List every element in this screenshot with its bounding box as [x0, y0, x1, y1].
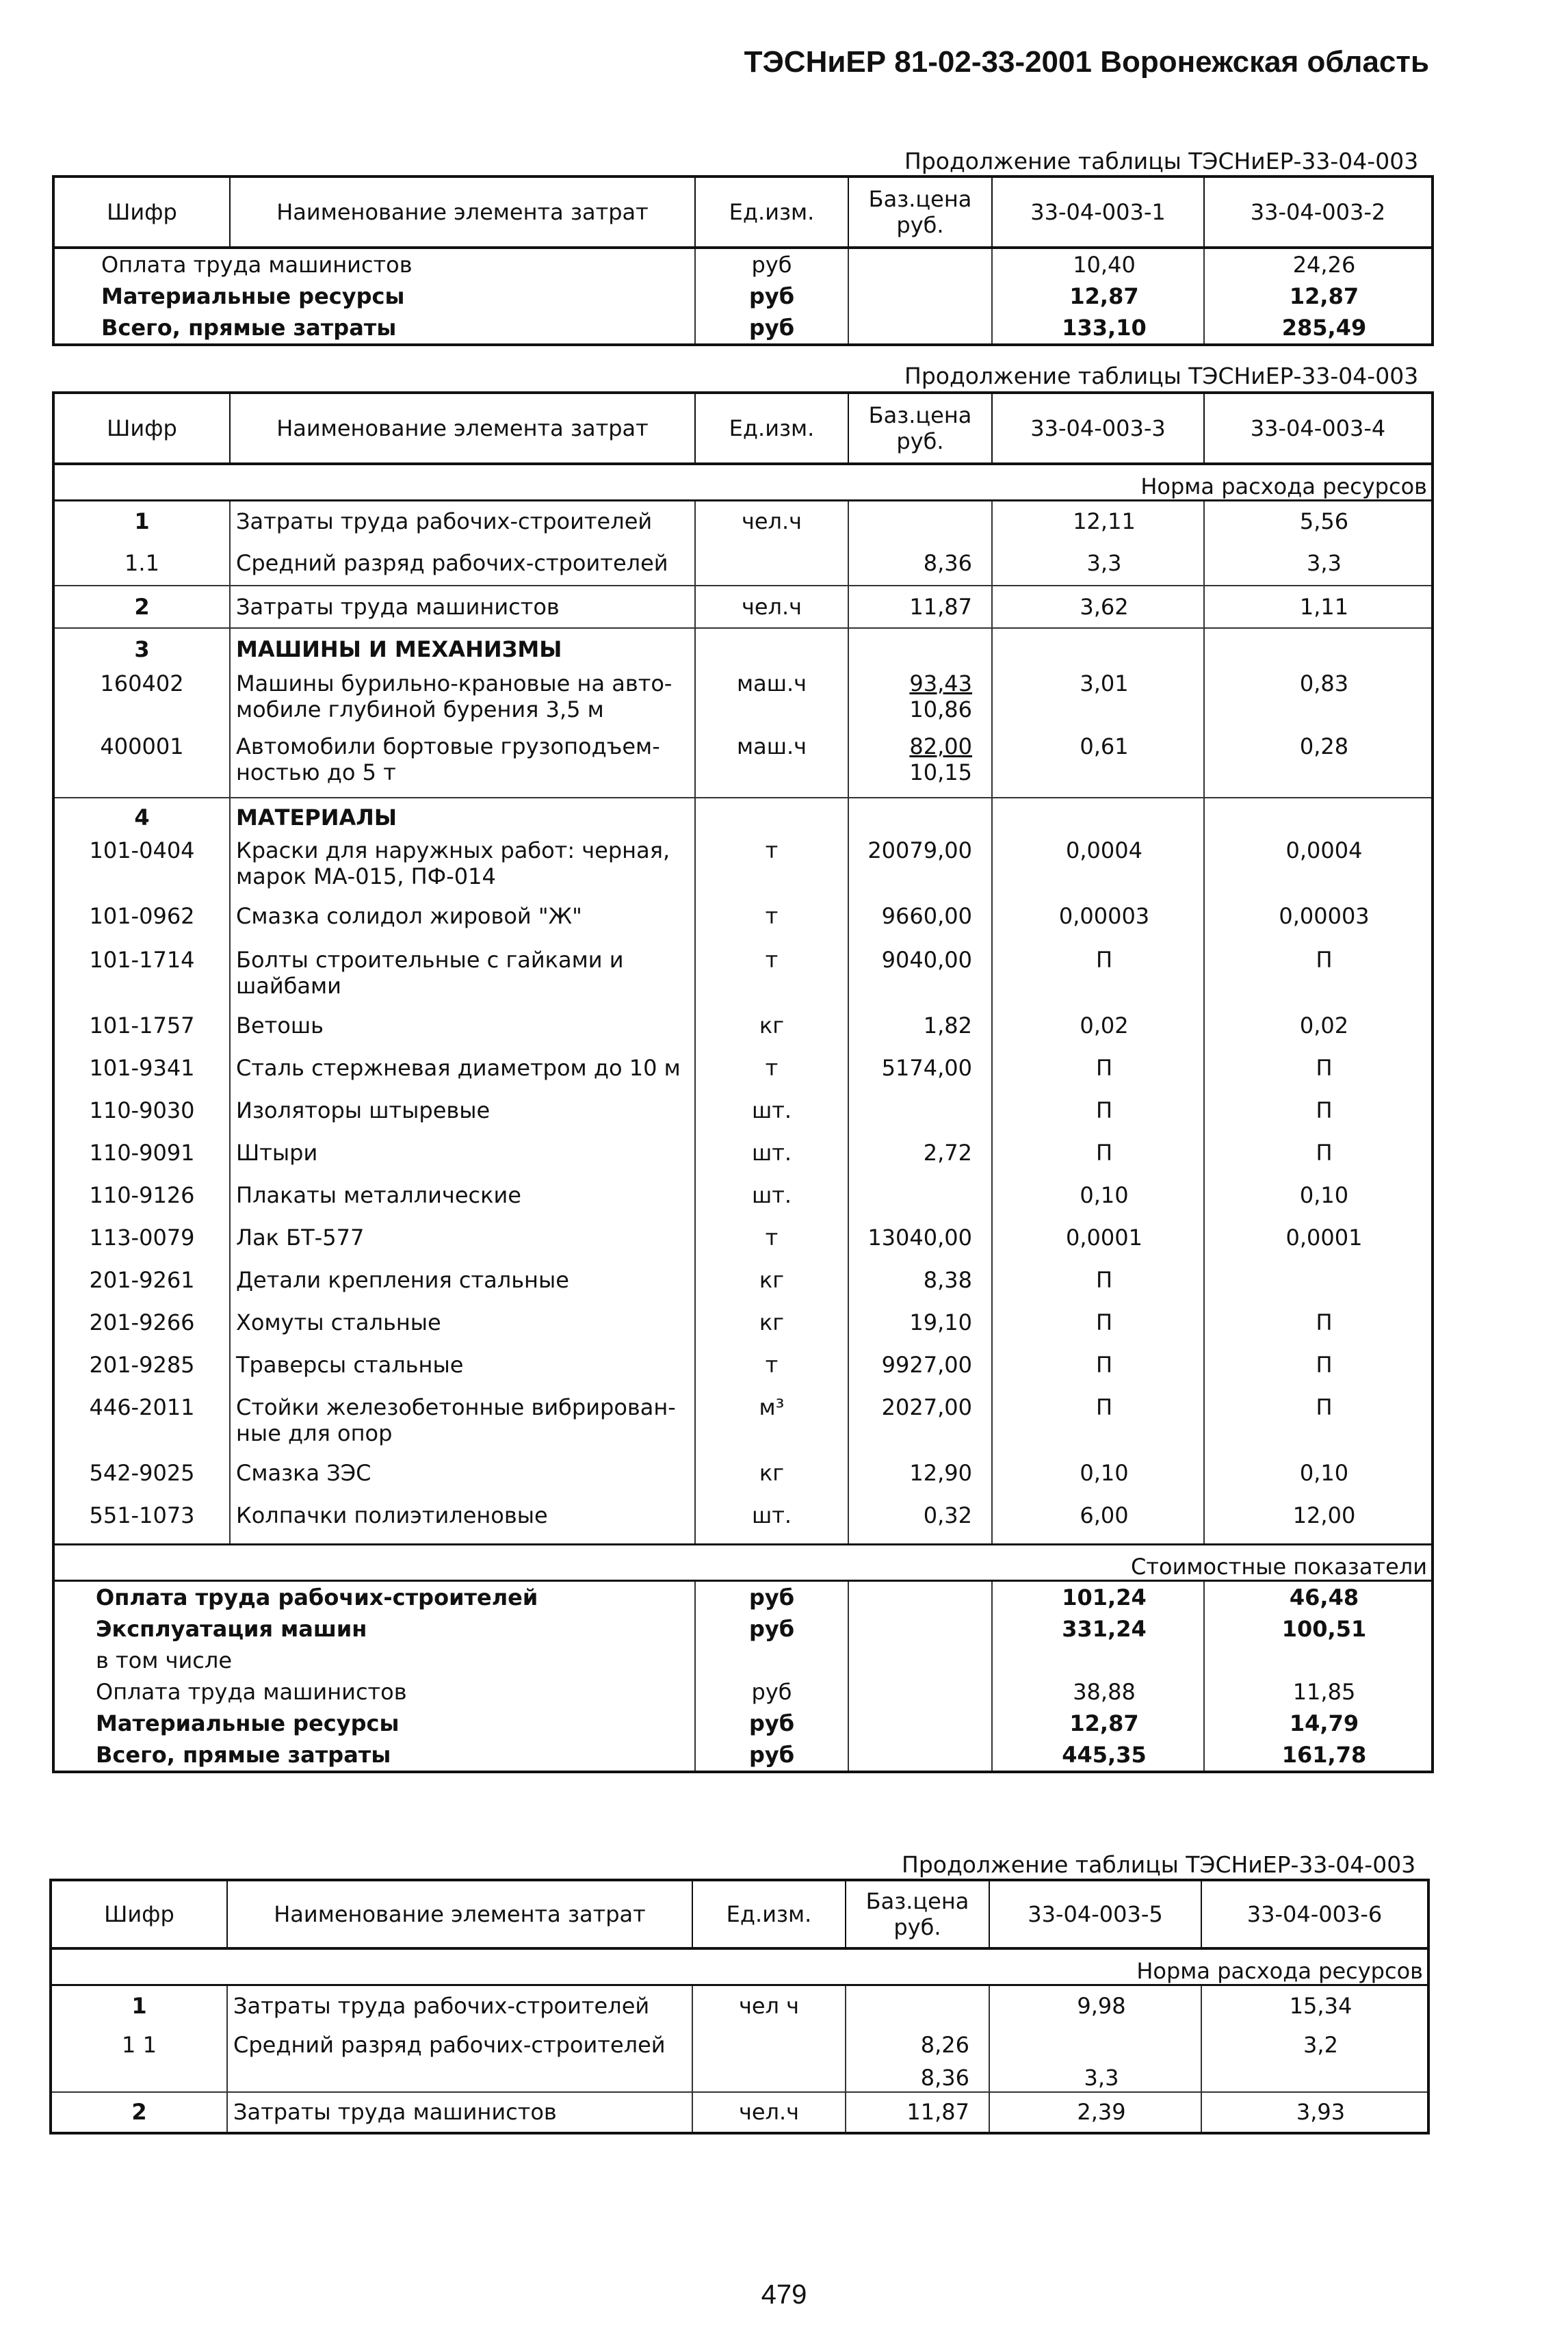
section-row-machines: 3 МАШИНЫ И МЕХАНИЗМЫ: [53, 628, 1433, 670]
col-unit-header: Ед.изм.: [692, 1880, 846, 1948]
table-1: [52, 175, 1434, 346]
table-row: Оплата труда машинистов руб 10,40 24,26: [53, 248, 1433, 280]
table-row: 400001 Автомобили бортовые грузоподъем- ностью до 5 т маш.ч 82,00 10,15 0,61 0,28: [53, 733, 1433, 798]
col-b-header: 33-04-003-6: [1201, 1880, 1428, 1948]
table-row: 101-9341 Сталь стержневая диаметром до 10 м т 5174,00 П П: [53, 1055, 1433, 1097]
summary-row: Всего, прямые затраты руб 445,35 161,78: [53, 1739, 1433, 1772]
col-name-header: Наименование элемента затрат: [230, 393, 695, 464]
table-row: 1 Затраты труда рабочих-строителей чел.ч 12,11 5,56: [53, 501, 1433, 542]
table-row: 446-2011 Стойки железобетонные вибрирован- ные для опор м³ 2027,00 П П: [53, 1394, 1433, 1460]
col-code-header: Шифр: [53, 393, 230, 464]
table-row: 1 Затраты труда рабочих-строителей чел ч 9,98 15,34: [51, 1985, 1428, 2026]
table-2: [52, 391, 1434, 1773]
table-row: 2 Затраты труда машинистов чел.ч 11,87 3,62 1,11: [53, 586, 1433, 628]
table-row: 110-9091 Штыри шт. 2,72 П П: [53, 1140, 1433, 1182]
table-row: Всего, прямые затраты руб 133,10 285,49: [53, 312, 1433, 345]
norm-label: Норма расхода ресурсов: [51, 1948, 1428, 1985]
col-a-header: 33-04-003-3: [992, 393, 1204, 464]
table-row: 201-9261 Детали крепления стальные кг 8,38 П: [53, 1267, 1433, 1309]
table-row: Материальные ресурсы руб 12,87 12,87: [53, 280, 1433, 312]
document-header: ТЭСНиЕР 81-02-33-2001 Воронежская область: [744, 45, 1429, 79]
table-3: [49, 1879, 1430, 2134]
table-row: 101-0404 Краски для наружных работ: черная, марок МА-015, ПФ-014 т 20079,00 0,0004 0,0004: [53, 837, 1433, 903]
table-row: 1 1 Средний разряд рабочих-строителей 8,26 8,36 3,3 3,2: [51, 2026, 1428, 2092]
table-row: 101-0962 Смазка солидол жировой "Ж" т 9660,00 0,00003 0,00003: [53, 903, 1433, 947]
col-a-header: 33-04-003-5: [989, 1880, 1201, 1948]
summary-row: Эксплуатация машин руб 331,24 100,51: [53, 1613, 1433, 1645]
col-name-header: Наименование элемента затрат: [230, 177, 695, 248]
table-row: 201-9285 Траверсы стальные т 9927,00 П П: [53, 1352, 1433, 1394]
col-b-header: 33-04-003-2: [1204, 177, 1433, 248]
col-a-header: 33-04-003-1: [992, 177, 1204, 248]
table-row: 113-0079 Лак БТ-577 т 13040,00 0,0001 0,0001: [53, 1225, 1433, 1267]
table-row: 2 Затраты труда машинистов чел.ч 11,87 2,39 3,93: [51, 2092, 1428, 2133]
table-row: 101-1714 Болты строительные с гайками и шайбами т 9040,00 П П: [53, 947, 1433, 1013]
table-row: 101-1757 Ветошь кг 1,82 0,02 0,02: [53, 1013, 1433, 1055]
summary-row: в том числе: [53, 1645, 1433, 1676]
col-price-header: Баз.цена руб.: [846, 1880, 989, 1948]
norm-label: Норма расхода ресурсов: [53, 464, 1433, 501]
col-unit-header: Ед.изм.: [695, 393, 848, 464]
summary-row: Оплата труда рабочих-строителей руб 101,24 46,48: [53, 1581, 1433, 1614]
page-number: 479: [761, 2280, 807, 2310]
col-price-header: Баз.цена руб.: [848, 177, 992, 248]
table-row: 110-9030 Изоляторы штыревые шт. П П: [53, 1097, 1433, 1140]
col-b-header: 33-04-003-4: [1204, 393, 1433, 464]
table-row: 551-1073 Колпачки полиэтиленовые шт. 0,32 6,00 12,00: [53, 1502, 1433, 1545]
col-name-header: Наименование элемента затрат: [227, 1880, 692, 1948]
summary-row: Материальные ресурсы руб 12,87 14,79: [53, 1708, 1433, 1739]
table-row: 110-9126 Плакаты металлические шт. 0,10 0,10: [53, 1182, 1433, 1225]
summary-row: Оплата труда машинистов руб 38,88 11,85: [53, 1676, 1433, 1708]
table-row: 542-9025 Смазка ЗЭС кг 12,90 0,10 0,10: [53, 1460, 1433, 1502]
table-row: 1.1 Средний разряд рабочих-строителей 8,36 3,3 3,3: [53, 542, 1433, 586]
continuation-label-3: Продолжение таблицы ТЭСНиЕР-33-04-003: [902, 1851, 1416, 1878]
col-code-header: Шифр: [53, 177, 230, 248]
table-row: 201-9266 Хомуты стальные кг 19,10 П П: [53, 1309, 1433, 1352]
cost-label: Стоимостные показатели: [53, 1545, 1433, 1581]
col-code-header: Шифр: [51, 1880, 227, 1948]
continuation-label-2: Продолжение таблицы ТЭСНиЕР-33-04-003: [904, 363, 1419, 389]
table-row: 160402 Машины бурильно-крановые на авто- мобиле глубиной бурения 3,5 м маш.ч 93,43 10,86 3,01 0,83: [53, 670, 1433, 733]
col-unit-header: Ед.изм.: [695, 177, 848, 248]
section-row-materials: 4 МАТЕРИАЛЫ: [53, 798, 1433, 837]
col-price-header: Баз.цена руб.: [848, 393, 992, 464]
continuation-label-1: Продолжение таблицы ТЭСНиЕР-33-04-003: [904, 148, 1419, 174]
